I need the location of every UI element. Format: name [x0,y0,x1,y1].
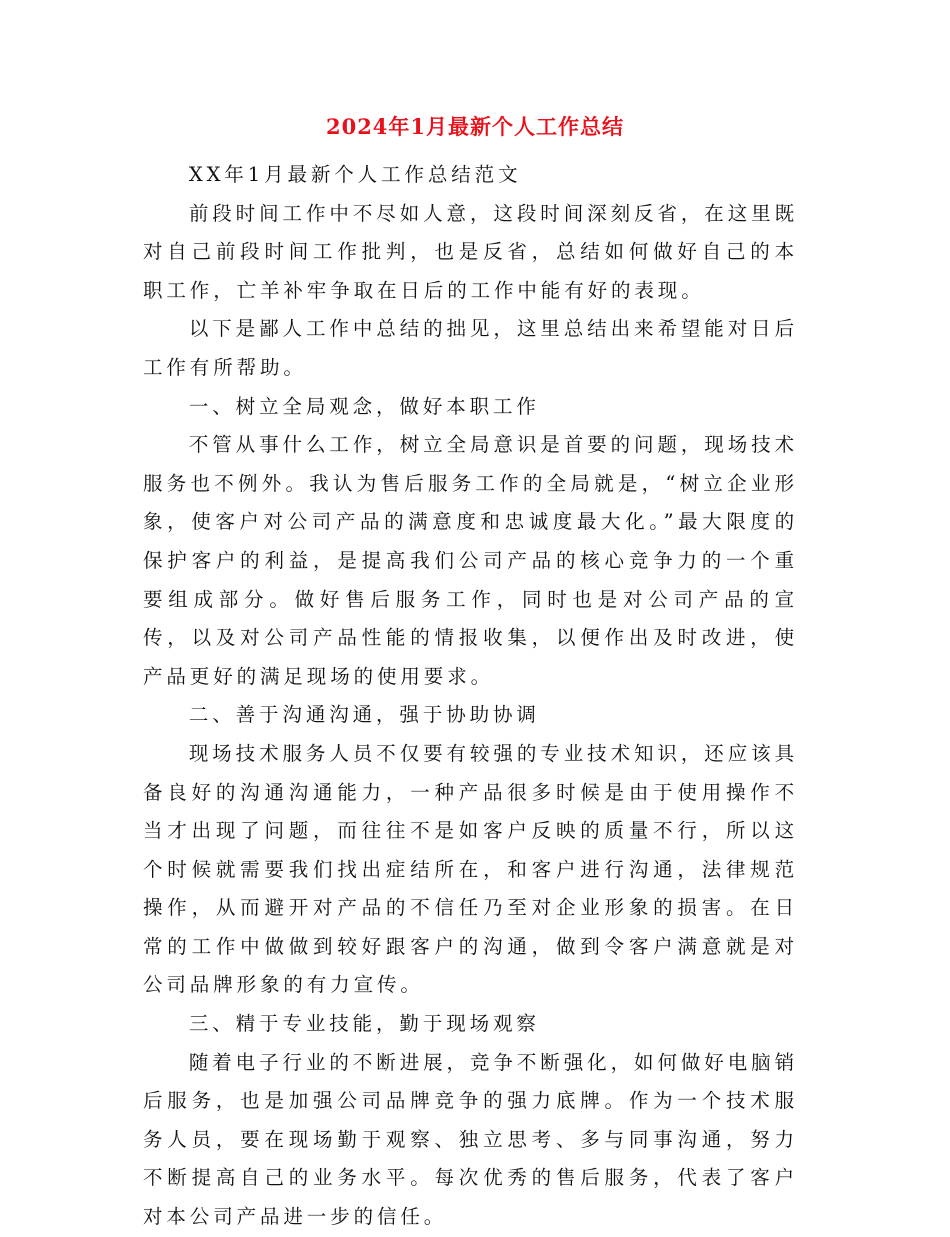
section-heading: 二、善于沟通沟通，强于协助协调 [188,703,540,727]
subtitle-paragraph: XX年1月最新个人工作总结范文 [188,163,522,186]
body-paragraph: 现场技术服务人员不仅要有较强的专业技术知识，还应该具备良好的沟通沟通能力，一种产品很多时候是由于使用操作不当才出现了问题，而往往不是如客户反映的质量不行，所以这个时候就需要我们找出症结所在，和客户进行沟通，法律规范操作，从而避开对产品的不信任乃至对企业形象的损害。在日常的工作中做做到较好跟客户的沟通，做到令客户满意就是对公司品牌形象的有力宣传。 [143,741,798,997]
document-title: 2024年1月最新个人工作总结 [325,114,625,139]
body-paragraph: 不管从事什么工作，树立全局意识是首要的问题，现场技术服务也不例外。我认为售后服务工作的全局就是，“树立企业形象，使客户对公司产品的满意度和忠诚度最大化。”最大限度的保护客户的利益，是提高我们公司产品的核心竞争力的一个重要组成部分。做好售后服务工作，同时也是对公司产品的宣传，以及对公司产品性能的情报收集，以便作出及时改进，使产品更好的满足现场的使用要求。 [143,433,798,688]
body-paragraph: 随着电子行业的不断进展，竞争不断强化，如何做好电脑销后服务，也是加强公司品牌竞争的强力底牌。作为一个技术服务人员，要在现场勤于观察、独立思考、多与同事沟通，努力不断提高自己的业务水平。每次优秀的售后服务，代表了客户对本公司产品进一步的信任。 [143,1050,798,1229]
document-body [143,156,798,1237]
section-heading: 一、树立全局观念，做好本职工作 [188,394,540,418]
intro-paragraph: 前段时间工作中不尽如人意，这段时间深刻反省，在这里既对自己前段时间工作批判，也是反省，总结如何做好自己的本职工作，亡羊补牢争取在日后的工作中能有好的表现。 [143,201,798,302]
intro-paragraph: 以下是鄙人工作中总结的拙见，这里总结出来希望能对日后工作有所帮助。 [143,317,798,379]
section-heading: 三、精于专业技能，勤于现场观察 [188,1012,540,1036]
